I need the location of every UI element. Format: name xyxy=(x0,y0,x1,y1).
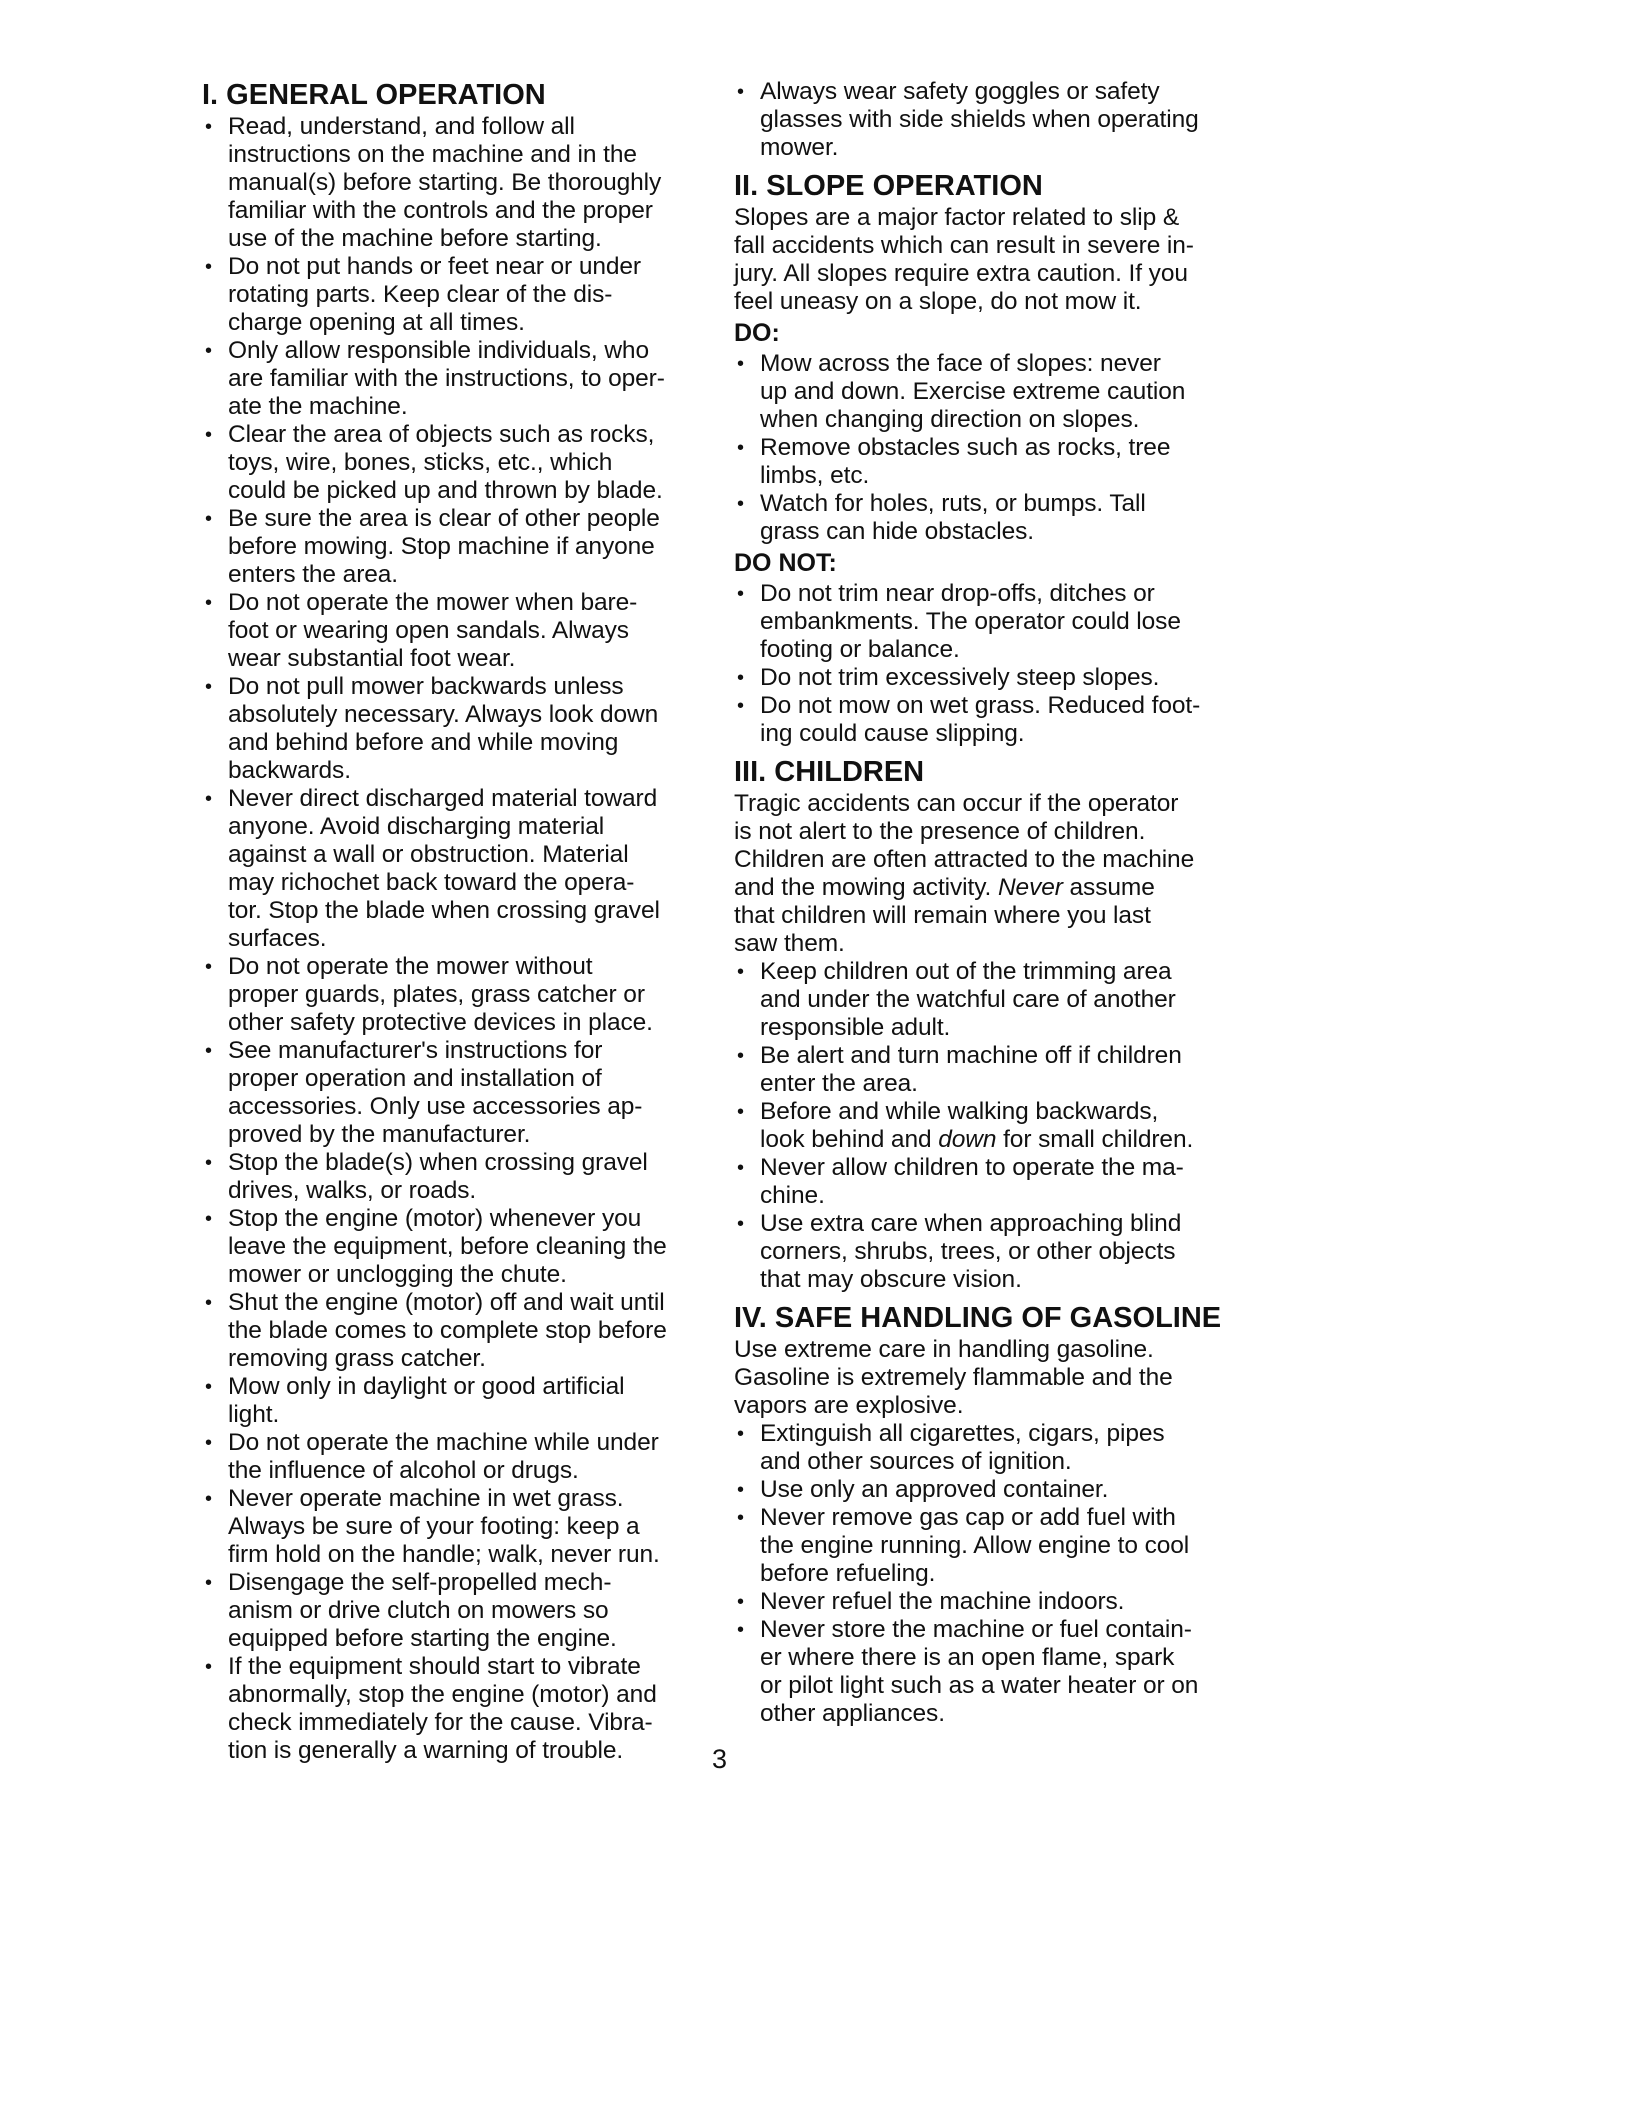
continuation-line: accessories. Only use accessories ap- xyxy=(228,1093,643,1120)
bullet-line: • Do not operate the machine while under xyxy=(202,1429,722,1457)
bullet-line: • Extinguish all cigarettes, cigars, pipes xyxy=(734,1420,1254,1448)
continuation-line: equipped before starting the engine. xyxy=(228,1625,617,1652)
paragraph-line: feel uneasy on a slope, do not mow it. xyxy=(734,288,1142,315)
continuation-line: responsible adult. xyxy=(760,1014,951,1041)
bullet-line: • Do not trim near drop-offs, ditches or xyxy=(734,580,1254,608)
continuation-line: manual(s) before starting. Be thoroughly xyxy=(228,169,662,196)
left-column xyxy=(202,78,722,1765)
bullet-line: • Never refuel the machine indoors. xyxy=(734,1588,1254,1616)
continuation-line: check immediately for the cause. Vibra- xyxy=(228,1709,653,1736)
continuation-line: tion is generally a warning of trouble. xyxy=(228,1737,624,1764)
continuation-line: instructions on the machine and in the xyxy=(228,141,637,168)
continuation-line: the blade comes to complete stop before xyxy=(228,1317,667,1344)
continuation-line: and behind before and while moving xyxy=(228,729,619,756)
continuation-line: Always be sure of your footing: keep a xyxy=(228,1513,640,1540)
continuation-line: or pilot light such as a water heater or on xyxy=(760,1672,1199,1699)
bullet-line: • Do not operate the mower without xyxy=(202,953,722,981)
bullet-line: • Use only an approved container. xyxy=(734,1476,1254,1504)
bullet-line: • Stop the blade(s) when crossing gravel xyxy=(202,1149,722,1177)
bullet-line: • Never direct discharged material toward xyxy=(202,785,722,813)
section-heading-slope-operation: II. SLOPE OPERATION xyxy=(734,170,1043,202)
continuation-line: firm hold on the handle; walk, never run. xyxy=(228,1541,660,1568)
continuation-line: removing grass catcher. xyxy=(228,1345,486,1372)
bullet-line: • Remove obstacles such as rocks, tree xyxy=(734,434,1254,462)
continuation-line: mower. xyxy=(760,134,839,161)
continuation-line: before mowing. Stop machine if anyone xyxy=(228,533,655,560)
bullet-line: • Never remove gas cap or add fuel with xyxy=(734,1504,1254,1532)
continuation-line xyxy=(734,1126,1254,1154)
continuation-line: that may obscure vision. xyxy=(760,1266,1022,1293)
continuation-line: familiar with the controls and the proper xyxy=(228,197,653,224)
paragraph-line: Gasoline is extremely flammable and the xyxy=(734,1364,1173,1391)
paragraph-line: jury. All slopes require extra caution. If you xyxy=(734,260,1188,287)
paragraph-line: saw them. xyxy=(734,930,845,957)
continuation-line: toys, wire, bones, sticks, etc., which xyxy=(228,449,613,476)
section-heading-gasoline: IV. SAFE HANDLING OF GASOLINE xyxy=(734,1302,1222,1334)
bullet-line: • Always wear safety goggles or safety xyxy=(734,78,1254,106)
continuation-line: corners, shrubs, trees, or other objects xyxy=(760,1238,1176,1265)
continuation-line: up and down. Exercise extreme caution xyxy=(760,378,1186,405)
section-heading-children: III. CHILDREN xyxy=(734,756,925,788)
bullet-line: • If the equipment should start to vibrate xyxy=(202,1653,722,1681)
continuation-line: ing could cause slipping. xyxy=(760,720,1025,747)
text-run: assume xyxy=(1062,874,1155,901)
continuation-line: foot or wearing open sandals. Always xyxy=(228,617,629,644)
continuation-line: against a wall or obstruction. Material xyxy=(228,841,629,868)
paragraph-line: fall accidents which can result in severe in- xyxy=(734,232,1194,259)
italic-text: down xyxy=(938,1126,997,1153)
continuation-line: anyone. Avoid discharging material xyxy=(228,813,605,840)
bullet-line: • Read, understand, and follow all xyxy=(202,113,722,141)
bullet-line: • Do not operate the mower when bare- xyxy=(202,589,722,617)
continuation-line: mower or unclogging the chute. xyxy=(228,1261,567,1288)
continuation-line: use of the machine before starting. xyxy=(228,225,602,252)
continuation-line: er where there is an open flame, spark xyxy=(760,1644,1175,1671)
continuation-line: grass can hide obstacles. xyxy=(760,518,1034,545)
continuation-line: enters the area. xyxy=(228,561,399,588)
paragraph-line: that children will remain where you last xyxy=(734,902,1151,929)
bullet-line: • Do not pull mower backwards unless xyxy=(202,673,722,701)
paragraph-line: Slopes are a major factor related to slip & xyxy=(734,204,1180,231)
continuation-line: when changing direction on slopes. xyxy=(760,406,1140,433)
paragraph-line: Children are often attracted to the machine xyxy=(734,846,1195,873)
bullet-line: • Only allow responsible individuals, who xyxy=(202,337,722,365)
continuation-line: and other sources of ignition. xyxy=(760,1448,1072,1475)
bullet-line: • Never store the machine or fuel contain- xyxy=(734,1616,1254,1644)
bullet-line: • Never operate machine in wet grass. xyxy=(202,1485,722,1513)
continuation-line: other safety protective devices in place. xyxy=(228,1009,653,1036)
bullet-line: • Be sure the area is clear of other people xyxy=(202,505,722,533)
paragraph-line: vapors are explosive. xyxy=(734,1392,964,1419)
continuation-line: embankments. The operator could lose xyxy=(760,608,1181,635)
text-run: look behind and xyxy=(760,1126,939,1153)
bullet-line: • Keep children out of the trimming area xyxy=(734,958,1254,986)
continuation-line: wear substantial foot wear. xyxy=(228,645,516,672)
bullet-line: • See manufacturer's instructions for xyxy=(202,1037,722,1065)
paragraph-line xyxy=(734,874,1254,902)
continuation-line: limbs, etc. xyxy=(760,462,870,489)
text-run: and the mowing activity. xyxy=(734,874,992,901)
continuation-line: absolutely necessary. Always look down xyxy=(228,701,659,728)
section-heading-general-operation: I. GENERAL OPERATION xyxy=(202,79,546,111)
bullet-line: • Never allow children to operate the ma- xyxy=(734,1154,1254,1182)
continuation-line: footing or balance. xyxy=(760,636,960,663)
continuation-line: could be picked up and thrown by blade. xyxy=(228,477,663,504)
continuation-line: chine. xyxy=(760,1182,825,1209)
continuation-line: proper operation and installation of xyxy=(228,1065,602,1092)
continuation-line: rotating parts. Keep clear of the dis- xyxy=(228,281,613,308)
bullet-line: • Mow only in daylight or good artificial xyxy=(202,1373,722,1401)
bullet-line: • Watch for holes, ruts, or bumps. Tall xyxy=(734,490,1254,518)
bullet-line: • Before and while walking backwards, xyxy=(734,1098,1254,1126)
continuation-line: and under the watchful care of another xyxy=(760,986,1176,1013)
continuation-line: proved by the manufacturer. xyxy=(228,1121,531,1148)
paragraph-line: Tragic accidents can occur if the operator xyxy=(734,790,1179,817)
bullet-line: • Do not trim excessively steep slopes. xyxy=(734,664,1254,692)
continuation-line: light. xyxy=(228,1401,280,1428)
bullet-line: • Disengage the self-propelled mech- xyxy=(202,1569,722,1597)
do-not-label: DO NOT: xyxy=(734,549,837,577)
continuation-line: the engine running. Allow engine to cool xyxy=(760,1532,1190,1559)
continuation-line: tor. Stop the blade when crossing gravel xyxy=(228,897,660,924)
continuation-line: abnormally, stop the engine (motor) and xyxy=(228,1681,657,1708)
continuation-line: proper guards, plates, grass catcher or xyxy=(228,981,645,1008)
continuation-line: the influence of alcohol or drugs. xyxy=(228,1457,579,1484)
continuation-line: glasses with side shields when operating xyxy=(760,106,1199,133)
bullet-line: • Do not mow on wet grass. Reduced foot- xyxy=(734,692,1254,720)
bullet-line: • Do not put hands or feet near or under xyxy=(202,253,722,281)
page-number: 3 xyxy=(712,1744,728,1774)
continuation-line: may richochet back toward the opera- xyxy=(228,869,635,896)
bullet-line: • Clear the area of objects such as rocks, xyxy=(202,421,722,449)
continuation-line: anism or drive clutch on mowers so xyxy=(228,1597,609,1624)
continuation-line: are familiar with the instructions, to oper- xyxy=(228,365,665,392)
bullet-line: • Use extra care when approaching blind xyxy=(734,1210,1254,1238)
bullet-line: • Stop the engine (motor) whenever you xyxy=(202,1205,722,1233)
continuation-line: ate the machine. xyxy=(228,393,408,420)
continuation-line: backwards. xyxy=(228,757,351,784)
continuation-line: charge opening at all times. xyxy=(228,309,525,336)
text-run: for small children. xyxy=(996,1126,1194,1153)
continuation-line: other appliances. xyxy=(760,1700,945,1727)
bullet-line: • Be alert and turn machine off if children xyxy=(734,1042,1254,1070)
do-label: DO: xyxy=(734,319,780,347)
continuation-line: before refueling. xyxy=(760,1560,936,1587)
continuation-line: leave the equipment, before cleaning the xyxy=(228,1233,667,1260)
paragraph-line: Use extreme care in handling gasoline. xyxy=(734,1336,1154,1363)
continuation-line: enter the area. xyxy=(760,1070,918,1097)
continuation-line: surfaces. xyxy=(228,925,327,952)
continuation-line: drives, walks, or roads. xyxy=(228,1177,477,1204)
italic-text: Never xyxy=(997,874,1063,901)
bullet-line: • Mow across the face of slopes: never xyxy=(734,350,1254,378)
right-column xyxy=(734,78,1254,1728)
paragraph-line: is not alert to the presence of children. xyxy=(734,818,1146,845)
bullet-line: • Shut the engine (motor) off and wait until xyxy=(202,1289,722,1317)
